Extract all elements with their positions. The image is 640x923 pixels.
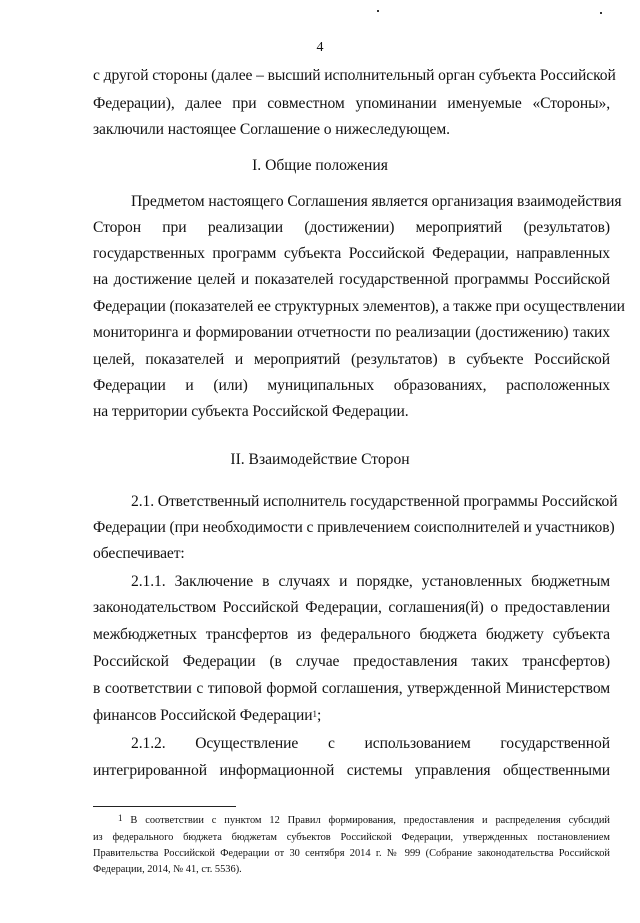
text-line: целей, показателей и мероприятий (результатов) в субъекте Российской [93, 351, 610, 368]
footnote-marker: 1 [118, 813, 123, 823]
text-line: Российской Федерации (в случае предоставления таких трансфертов) [93, 653, 610, 670]
text-line: Федерации (показателей ее структурных элементов), а также при осуществлении [93, 298, 625, 315]
text-line: заключили настоящее Соглашение о нижеследующем. [93, 121, 450, 138]
footnote-line: из федерального бюджета бюджетам субъектов Российской Федерации, утвержденных постановлением [93, 832, 610, 843]
text-fragment: финансов Российской Федерации [93, 707, 313, 724]
text-line: на достижение целей и показателей государственной программы Российской [93, 271, 610, 288]
footnote-line [118, 813, 610, 828]
section-heading: II. Взаимодействие Сторон [230, 451, 410, 468]
footnote-line: Федерации, 2014, № 41, ст. 5536). [93, 864, 242, 875]
text-line: 2.1.2. Осуществление с использованием государственной [131, 735, 610, 752]
text-line: государственных программ субъекта Российской Федерации, направленных [93, 245, 610, 262]
text-line: 2.1. Ответственный исполнитель государственной программы Российской [131, 493, 618, 510]
text-line: интегрированной информационной системы управления общественными [93, 762, 610, 779]
footnote-ref[interactable]: 1 [312, 709, 317, 719]
footnote-text: В соответствии с пунктом 12 Правил формирования, предоставления и распределения субсидий [130, 815, 610, 826]
text-fragment: ; [316, 707, 322, 724]
text-line [93, 706, 610, 726]
text-line: 2.1.1. Заключение в случаях и порядке, установленных бюджетным [131, 573, 610, 590]
text-line: с другой стороны (далее – высший исполнительный орган субъекта Российской [93, 67, 616, 84]
text-line: Предметом настоящего Соглашения является организация взаимодействия [131, 193, 622, 210]
text-line: мониторинга и формировании отчетности по реализации (достижению) таких [93, 324, 610, 341]
section-heading: I. Общие положения [252, 157, 388, 174]
text-line: обеспечивает: [93, 545, 185, 562]
text-line: на территории субъекта Российской Федерации. [93, 403, 409, 420]
text-line: Федерации), далее при совместном упоминании именуемые «Стороны», [93, 95, 610, 112]
page-number: 4 [316, 40, 324, 55]
footnote-line: Правительства Российской Федерации от 30 сентября 2014 г. № 999 (Собрание законодательства Российской [93, 848, 610, 859]
text-line: межбюджетных трансфертов из федерального бюджета бюджету субъекта [93, 626, 610, 643]
text-line: Сторон при реализации (достижении) мероприятий (результатов) [93, 219, 610, 236]
text-line: законодательством Российской Федерации, соглашения(й) о предоставлении [93, 599, 610, 616]
scan-dot [377, 10, 379, 12]
scan-dot [600, 12, 602, 14]
text-line: Федерации и (или) муниципальных образованиях, расположенных [93, 377, 610, 394]
footnote-separator [93, 806, 236, 807]
text-line: Федерации (при необходимости с привлечением соисполнителей и участников) [93, 519, 615, 536]
text-line: в соответствии с типовой формой соглашения, утвержденной Министерством [93, 680, 610, 697]
